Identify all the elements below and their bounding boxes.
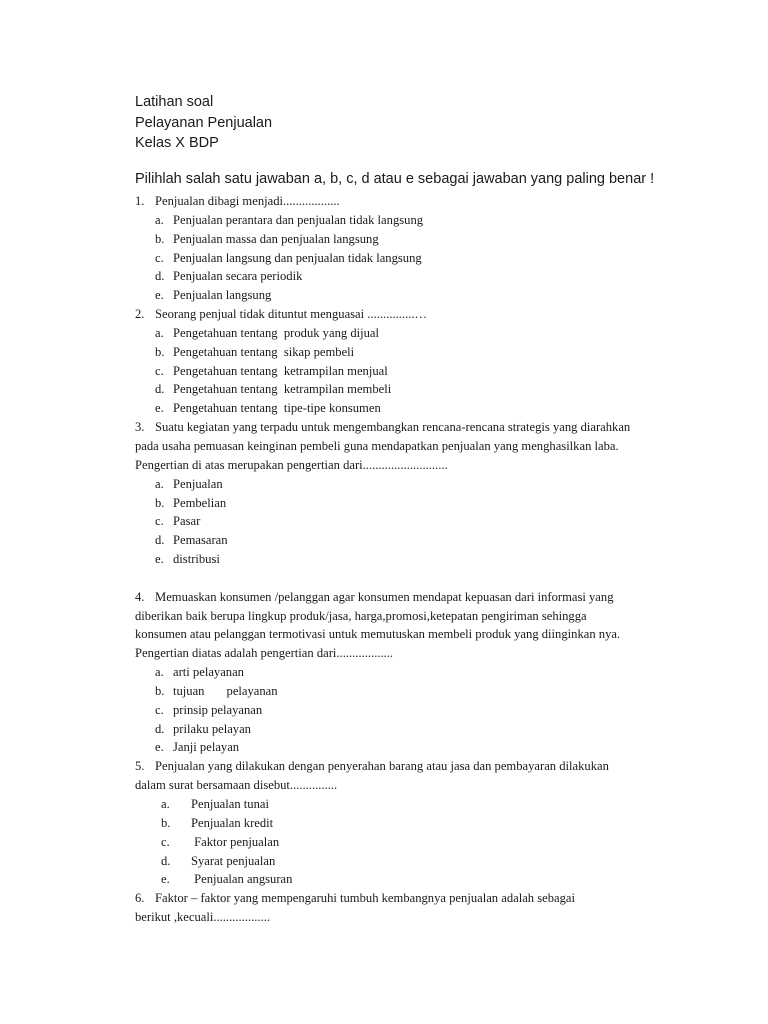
question-line: Penjualan dibagi menjadi.................. (155, 194, 340, 208)
option-item (135, 720, 630, 739)
option-letter: b. (155, 683, 165, 698)
option-letter: a. (161, 797, 170, 811)
question-text (135, 418, 630, 437)
option-text: Pembelian (173, 495, 227, 510)
header-subject: Pelayanan Penjualan (135, 114, 273, 131)
option-letter: a. (155, 212, 164, 227)
option-item (135, 795, 630, 814)
option-item (135, 399, 630, 418)
option-text: Penjualan perantara dan penjualan tidak langsung (173, 212, 424, 227)
question-number: 6. (135, 891, 145, 906)
option-text: distribusi (173, 552, 220, 567)
option-letter: c. (155, 514, 164, 529)
option-item (135, 286, 630, 305)
question-line: Seorang penjual tidak dituntut menguasai ...............… (155, 307, 428, 322)
option-item (135, 211, 630, 230)
option-text: Janji pelayan (173, 740, 240, 755)
option-letter: e. (155, 552, 164, 567)
option-text: Pemasaran (173, 533, 228, 548)
option-letter: b. (155, 344, 165, 359)
question-number: 5. (135, 759, 145, 774)
question-line: pada usaha pemuasan keinginan pembeli guna mendapatkan penjualan yang menghasilkan laba. (135, 438, 619, 453)
question-line: Suatu kegiatan yang terpadu untuk mengembangkan rencana-rencana strategis yang diarahkan (155, 420, 631, 435)
question-6 (135, 889, 630, 927)
question-2 (135, 305, 630, 418)
header-title: Latihan soal (135, 94, 214, 110)
option-item (135, 343, 630, 362)
option-item (135, 249, 630, 268)
option-letter: c. (161, 834, 170, 849)
blank-line (135, 569, 630, 588)
question-line: Faktor – faktor yang mempengaruhi tumbuh kembangnya penjualan adalah sebagai (155, 891, 576, 906)
question-line: dalam surat bersamaan disebut............... (135, 778, 338, 793)
option-letter: e. (155, 401, 164, 416)
option-letter: c. (155, 702, 164, 717)
question-5 (135, 757, 630, 889)
option-letter: d. (155, 269, 165, 284)
option-item (135, 701, 630, 720)
question-number: 3. (135, 420, 145, 435)
option-item (135, 833, 630, 852)
option-letter: b. (155, 231, 165, 246)
header-class: Kelas X BDP (135, 135, 219, 151)
option-text: prinsip pelayanan (173, 702, 263, 717)
option-item (135, 550, 630, 569)
option-text: Syarat penjualan (191, 853, 276, 868)
option-text: Penjualan secara periodik (173, 269, 303, 284)
option-item (135, 814, 630, 833)
option-letter: c. (155, 363, 164, 378)
question-text (135, 192, 630, 211)
question-text (135, 889, 630, 908)
option-text: Pengetahuan tentang ketrampilan membeli (173, 382, 392, 397)
option-letter: d. (155, 721, 165, 736)
option-item (135, 663, 630, 682)
option-text: arti pelayanan (173, 665, 244, 680)
question-line: Pengertian di atas merupakan pengertian dari........................... (135, 457, 448, 472)
option-letter: a. (155, 665, 164, 680)
option-text: Penjualan angsuran (191, 872, 293, 887)
option-letter: d. (155, 533, 165, 548)
option-item (135, 870, 630, 889)
option-item (135, 380, 630, 399)
option-item (135, 682, 630, 701)
question-line: Penjualan yang dilakukan dengan penyerahan barang atau jasa dan pembayaran dilakukan (155, 759, 609, 774)
option-item (135, 738, 630, 757)
question-number: 1. (135, 194, 145, 208)
option-letter: d. (155, 382, 165, 397)
option-text: Pengetahuan tentang tipe-tipe konsumen (173, 401, 381, 416)
option-letter: b. (155, 495, 165, 510)
option-letter: c. (155, 250, 164, 265)
option-item (135, 475, 630, 494)
option-item (135, 531, 630, 550)
option-text: Penjualan massa dan penjualan langsung (173, 231, 379, 246)
option-item (135, 267, 630, 286)
option-text: Pengetahuan tentang ketrampilan menjual (173, 363, 388, 378)
question-list (135, 192, 630, 927)
option-letter: b. (161, 815, 171, 830)
question-4 (135, 588, 630, 758)
option-text: Penjualan kredit (191, 815, 274, 830)
question-line: berikut ,kecuali.................. (135, 910, 271, 925)
option-item (135, 494, 630, 513)
question-number: 4. (135, 589, 145, 604)
option-text: Pasar (173, 514, 201, 529)
option-text: Penjualan langsung (173, 288, 272, 303)
option-item (135, 230, 630, 249)
option-letter: e. (155, 740, 164, 755)
option-item (135, 512, 630, 531)
option-text: Faktor penjualan (191, 834, 280, 849)
question-line: diberikan baik berupa lingkup produk/jasa, harga,promosi,ketepatan pengiriman sehingga (135, 608, 587, 623)
question-text (135, 305, 630, 324)
option-letter: d. (161, 853, 171, 868)
question-1 (135, 192, 630, 305)
question-line: Memuaskan konsumen /pelanggan agar konsumen mendapat kepuasan dari informasi yang (155, 589, 614, 604)
question-number: 2. (135, 307, 145, 322)
instruction-text: Pilihlah salah satu jawaban a, b, c, d atau e sebagai jawaban yang paling benar ! (135, 171, 655, 187)
option-text: tujuan pelayanan (173, 683, 278, 698)
question-3 (135, 418, 630, 569)
option-item (135, 362, 630, 381)
option-text: prilaku pelayan (173, 721, 251, 736)
option-text: Pengetahuan tentang produk yang dijual (173, 325, 379, 340)
option-text: Penjualan langsung dan penjualan tidak langsung (173, 250, 422, 265)
option-item (135, 324, 630, 343)
question-line: konsumen atau pelanggan termotivasi untuk memutuskan membeli produk yang diinginkan nya. (135, 627, 621, 642)
option-text: Penjualan (173, 476, 223, 491)
question-text (135, 757, 630, 776)
document-header (135, 92, 272, 154)
option-text: Pengetahuan tentang sikap pembeli (173, 344, 355, 359)
question-line: Pengertian diatas adalah pengertian dari.................. (135, 646, 394, 661)
option-item (135, 852, 630, 871)
option-text: Penjualan tunai (191, 797, 269, 811)
option-letter: a. (155, 325, 164, 340)
option-letter: e. (161, 872, 170, 887)
question-text (135, 588, 630, 607)
option-letter: e. (155, 288, 164, 303)
option-letter: a. (155, 476, 164, 491)
